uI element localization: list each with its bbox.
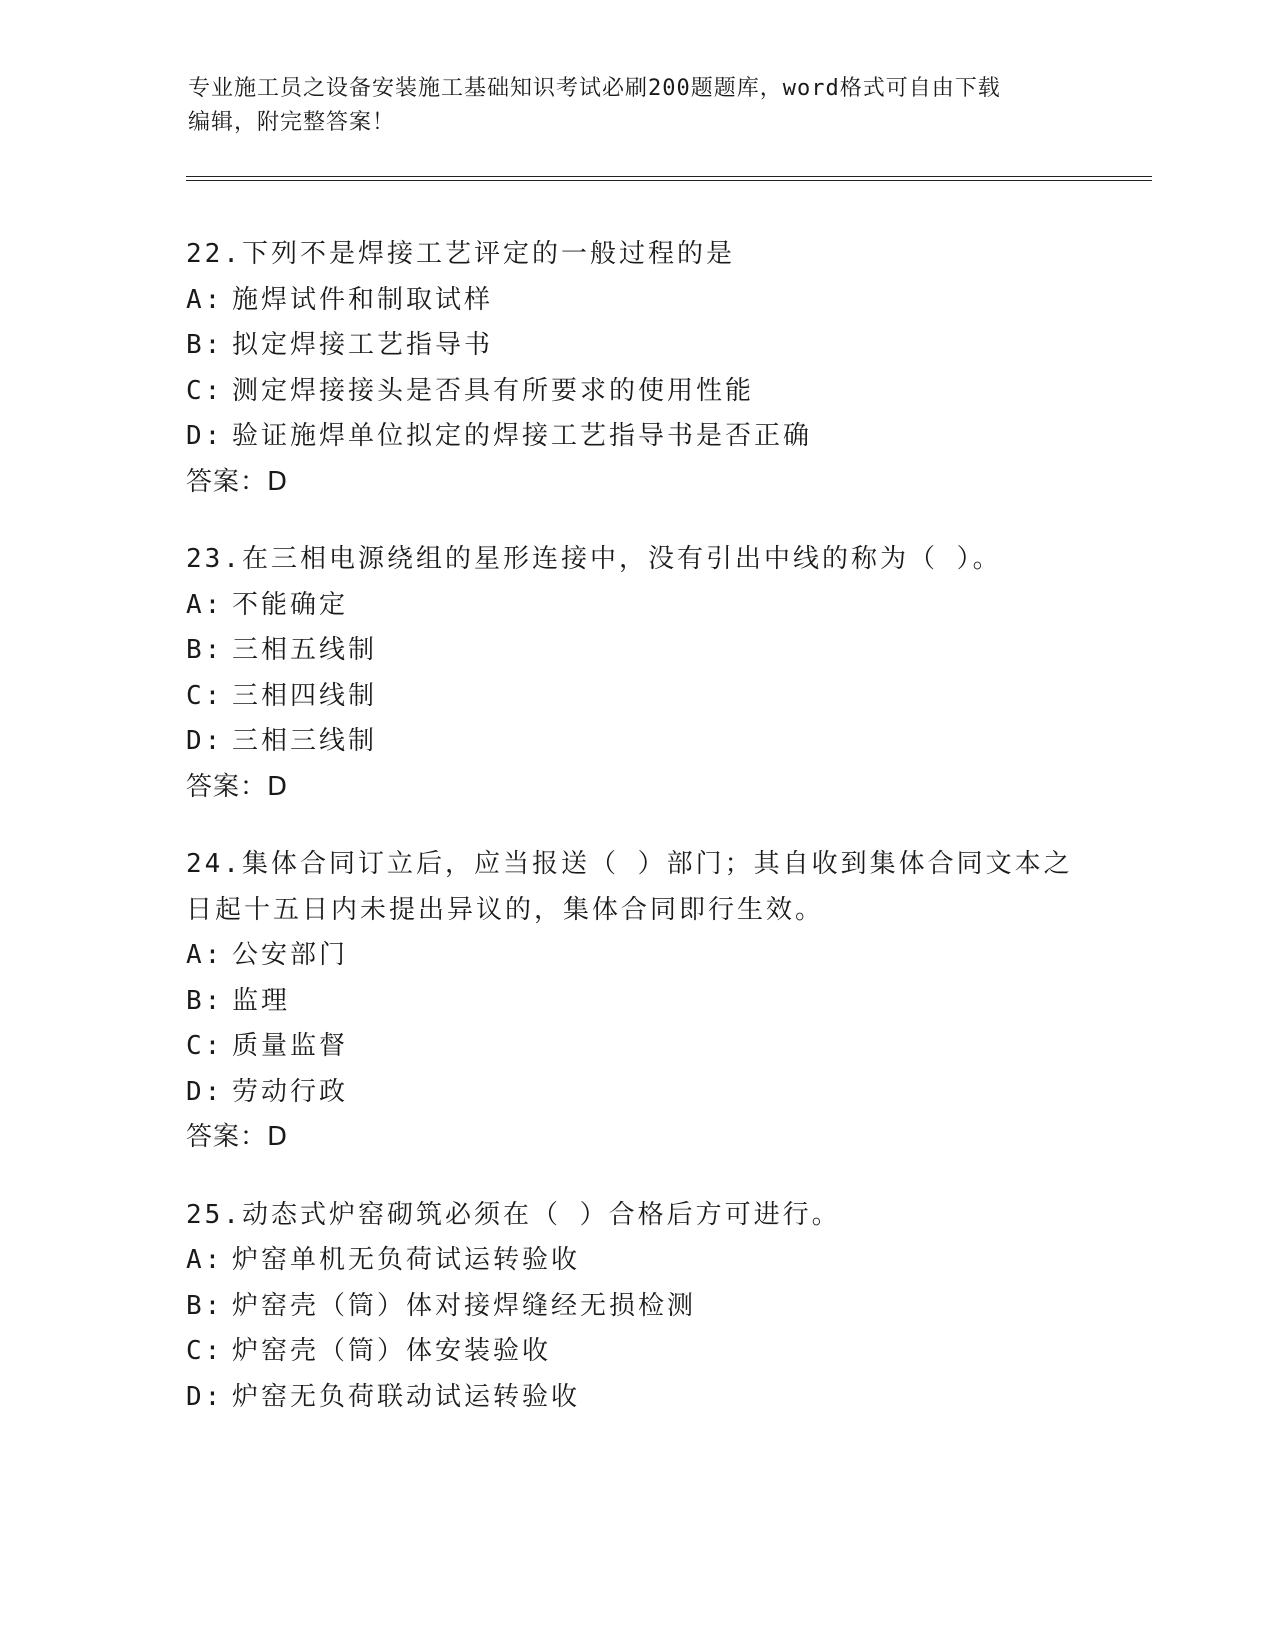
header-line-1: 专业施工员之设备安装施工基础知识考试必刷200题题库，word格式可自由下载 xyxy=(188,76,1001,101)
header-line-2: 编辑，附完整答案！ xyxy=(188,110,396,135)
option-letter: D: xyxy=(186,421,224,451)
option-a xyxy=(186,278,1086,324)
option-letter: D: xyxy=(186,1076,224,1107)
option-c xyxy=(186,674,1086,720)
option-a xyxy=(186,1238,1086,1284)
option-c xyxy=(186,369,1086,415)
option-c xyxy=(186,1024,1086,1070)
question-stem-line-1: 24.集体合同订立后，应当报送（ ）部门；其自收到集体合同文本之 xyxy=(186,849,1073,879)
option-letter: B: xyxy=(186,635,224,665)
option-letter: C: xyxy=(186,375,224,406)
question-stem: 25.动态式炉窑砌筑必须在（ ）合格后方可进行。 xyxy=(186,1199,841,1230)
option-text: 验证施焊单位拟定的焊接工艺指导书是否正确 xyxy=(232,421,813,451)
option-b xyxy=(186,323,1086,369)
header-divider xyxy=(186,176,1152,181)
answer-line: 答案：D xyxy=(186,1122,289,1152)
question-stem: 23.在三相电源绕组的星形连接中，没有引出中线的称为（ ）。 xyxy=(186,544,1002,574)
option-text: 炉窑壳（筒）体对接焊缝经无损检测 xyxy=(232,1290,697,1321)
option-text: 炉窑壳（筒）体安装验收 xyxy=(232,1336,552,1366)
option-d xyxy=(186,719,1086,765)
option-b xyxy=(186,979,1086,1025)
option-letter: B: xyxy=(186,985,224,1016)
question-stem: 22.下列不是焊接工艺评定的一般过程的是 xyxy=(186,239,735,269)
document-header xyxy=(188,72,1068,140)
question-24 xyxy=(186,842,1086,1161)
option-text: 炉窑单机无负荷试运转验收 xyxy=(232,1245,581,1275)
question-22 xyxy=(186,232,1086,505)
option-text: 施焊试件和制取试样 xyxy=(232,284,494,315)
option-a xyxy=(186,933,1086,979)
option-letter: C: xyxy=(186,1031,224,1061)
option-letter: A: xyxy=(186,1245,224,1275)
option-d xyxy=(186,414,1086,460)
option-text: 监理 xyxy=(232,985,291,1016)
question-25 xyxy=(186,1193,1086,1421)
option-a xyxy=(186,583,1086,629)
option-text: 三相三线制 xyxy=(232,726,378,756)
option-text: 三相五线制 xyxy=(232,635,378,665)
option-letter: A: xyxy=(186,284,224,315)
option-d xyxy=(186,1375,1086,1421)
option-text: 测定焊接接头是否具有所要求的使用性能 xyxy=(232,375,755,406)
option-text: 拟定焊接工艺指导书 xyxy=(232,330,494,360)
question-list xyxy=(186,232,1086,1452)
question-stem-line-2: 日起十五日内未提出异议的，集体合同即行生效。 xyxy=(186,894,825,925)
option-b xyxy=(186,1284,1086,1330)
option-letter: B: xyxy=(186,330,224,360)
option-d xyxy=(186,1070,1086,1116)
option-letter: D: xyxy=(186,726,224,756)
option-b xyxy=(186,628,1086,674)
option-text: 不能确定 xyxy=(232,589,349,620)
option-letter: A: xyxy=(186,589,224,620)
option-text: 公安部门 xyxy=(232,940,349,970)
option-text: 质量监督 xyxy=(232,1031,349,1061)
option-letter: D: xyxy=(186,1381,224,1412)
option-letter: A: xyxy=(186,940,224,970)
option-text: 劳动行政 xyxy=(232,1076,349,1107)
option-letter: B: xyxy=(186,1290,224,1321)
option-text: 炉窑无负荷联动试运转验收 xyxy=(232,1381,581,1412)
question-23 xyxy=(186,537,1086,810)
option-letter: C: xyxy=(186,680,224,711)
answer-line: 答案：D xyxy=(186,466,289,497)
option-c xyxy=(186,1329,1086,1375)
answer-line: 答案：D xyxy=(186,771,289,802)
option-text: 三相四线制 xyxy=(232,680,378,711)
option-letter: C: xyxy=(186,1336,224,1366)
